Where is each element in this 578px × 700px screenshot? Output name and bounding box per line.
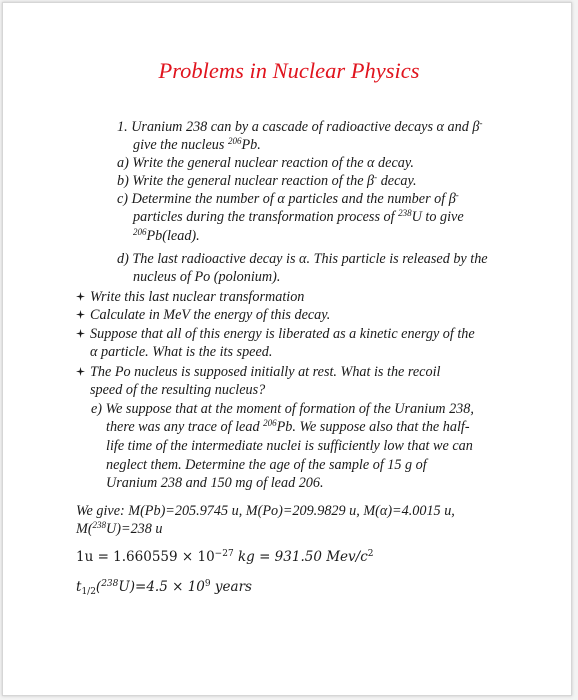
question-e-line-1: e) We suppose that at the moment of formation of the Uranium 238,	[91, 401, 474, 417]
question-e-line-2: there was any trace of lead $^{206}$Pb. We suppose also that the half-	[106, 418, 470, 435]
bullet-2: Calculate in MeV the energy of this decay.	[76, 306, 330, 324]
question-b: b) Write the general nuclear reaction of the β- decay.	[117, 172, 417, 189]
bullet-4-line-2: speed of the resulting nucleus?	[90, 382, 266, 398]
bullet-3-line-2: α particle. What is the its speed.	[90, 344, 273, 360]
diamond-bullet-icon	[76, 310, 85, 319]
question-c-line-2: particles during the transformation process of $^{238}$U to give	[133, 208, 464, 225]
bullet-4-line-1: The Po nucleus is supposed initially at rest. What is the recoil	[76, 363, 440, 381]
page-title: Problems in Nuclear Physics	[158, 58, 420, 83]
question-d-line-1: d) The last radioactive decay is α. This particle is released by the	[117, 251, 488, 267]
diamond-bullet-icon	[76, 292, 85, 301]
question-e-line-4: neglect them. Determine the age of the sample of 15 g of	[106, 457, 427, 473]
half-life-equation: $t_{1/2}(^{238}U)=4.5 \times 10^9$ years	[76, 579, 252, 597]
question-1-line-1: 1. Uranium 238 can by a cascade of radioactive decays α and β-	[117, 118, 483, 135]
diamond-bullet-icon	[76, 329, 85, 338]
diamond-bullet-icon	[76, 367, 85, 376]
question-a: a) Write the general nuclear reaction of the α decay.	[117, 155, 414, 171]
unit-equation: $1u = 1.660559 \times 10^{-27}$ kg = 931.50 Mev/$c^2$	[76, 549, 374, 565]
given-data-line-1: We give: M(Pb)=205.9745 u, M(Po)=209.9829 u, M(α)=4.0015 u,	[76, 503, 455, 519]
question-d-line-2: nucleus of Po (polonium).	[133, 269, 281, 285]
bullet-3-line-1: Suppose that all of this energy is liberated as a kinetic energy of the	[76, 325, 475, 343]
question-e-line-5: Uranium 238 and 150 mg of lead 206.	[106, 475, 324, 491]
question-e-line-3: life time of the intermediate nuclei is sufficiently low that we can	[106, 438, 473, 454]
given-data-line-2: M($^{238}$U)=238 u	[76, 520, 163, 537]
question-1-line-2: give the nucleus $^{206}$Pb.	[133, 136, 261, 153]
bullet-1: Write this last nuclear transformation	[76, 288, 304, 306]
question-c-line-3: $^{206}$Pb(lead).	[133, 227, 200, 244]
question-c-line-1: c) Determine the number of α particles and the number of β-	[117, 190, 459, 207]
